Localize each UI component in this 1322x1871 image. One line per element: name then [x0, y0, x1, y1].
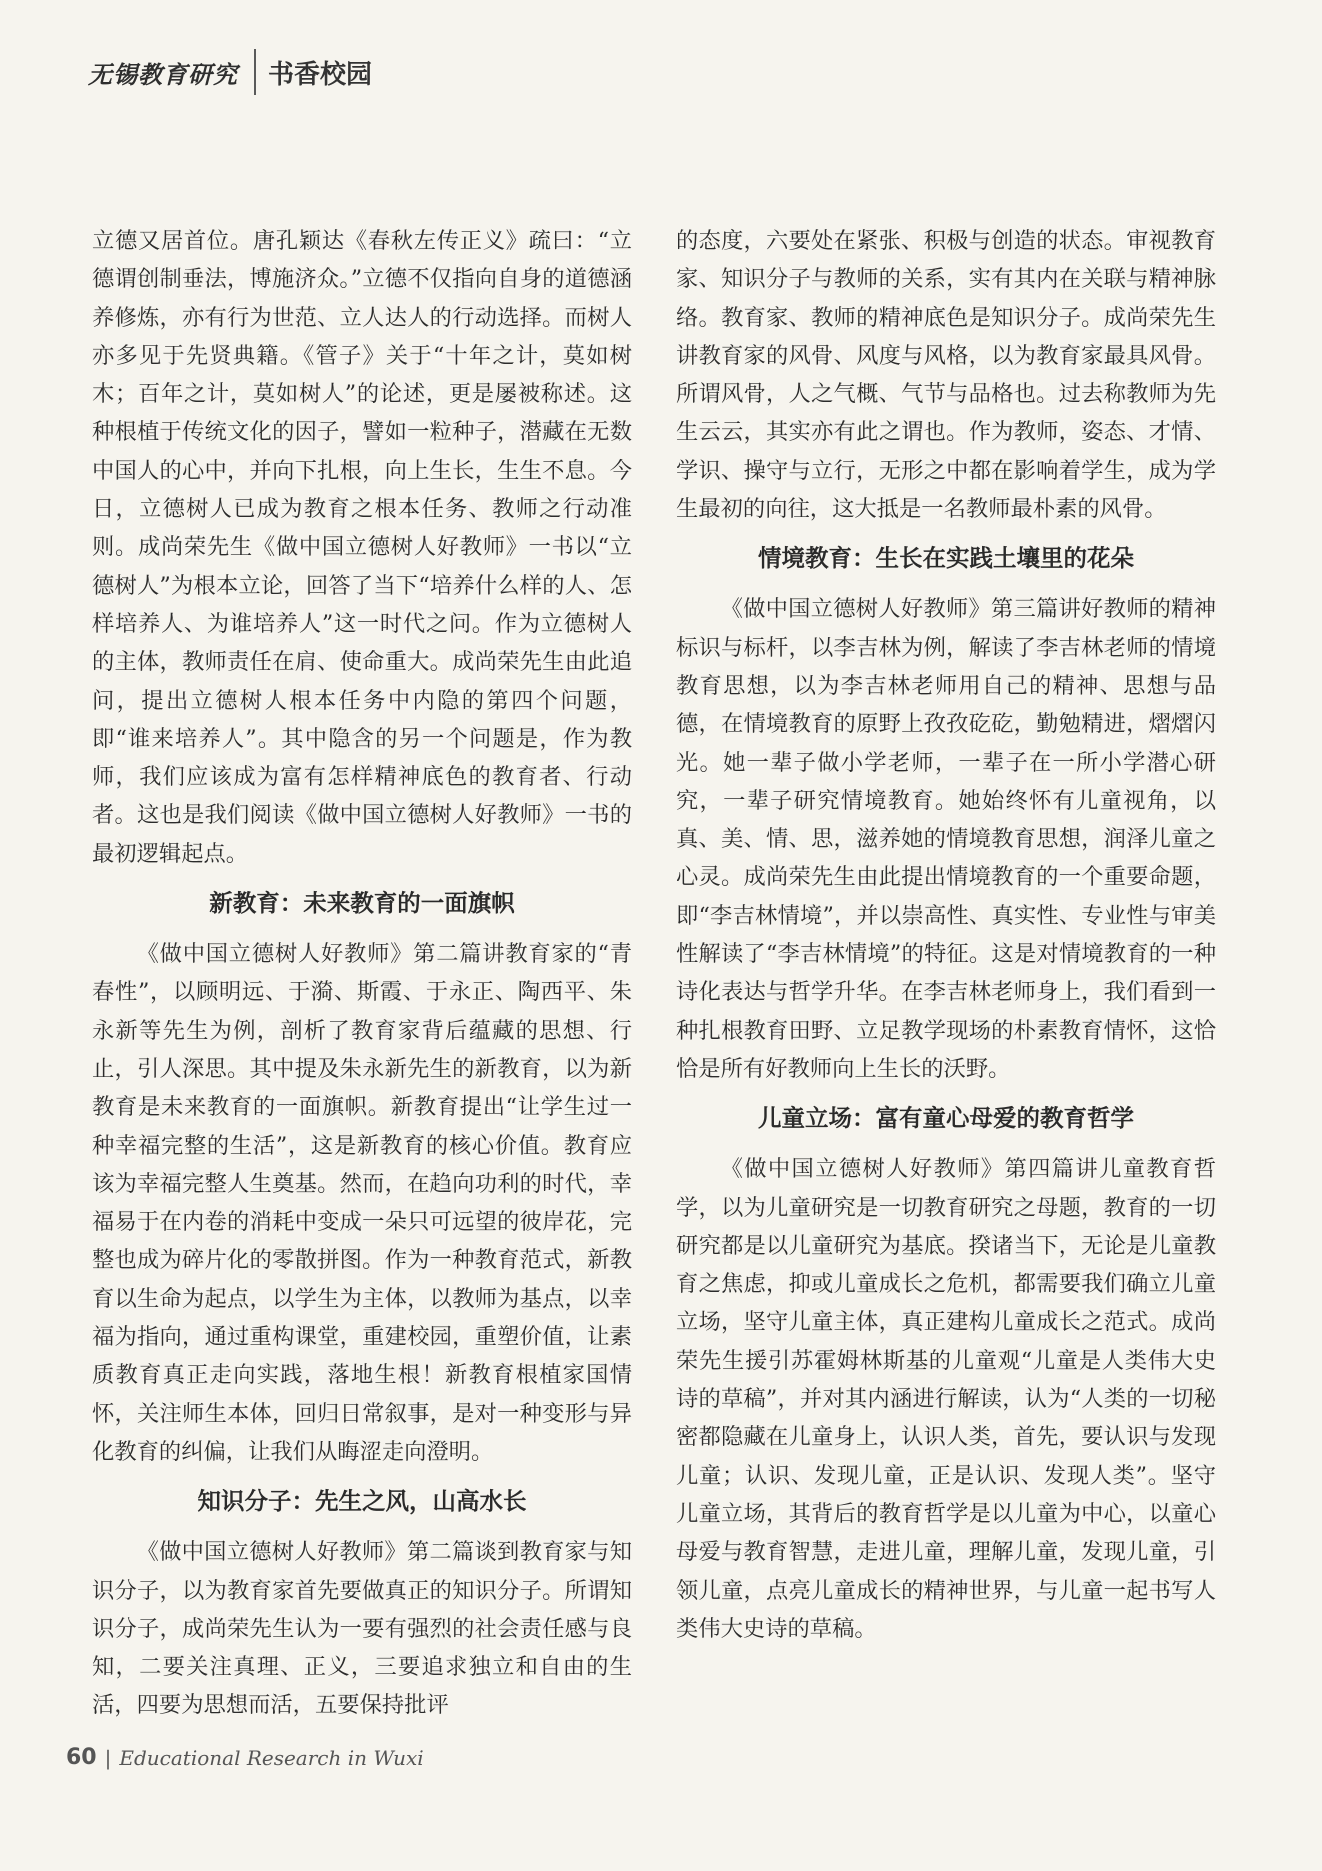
paragraph: 《做中国立德树人好教师》第二篇讲教育家的“青春性”，以顾明远、于漪、斯霞、于永正、陶西平、朱永新等先生为例，剖析了教育家背后蕴藏的思想、行止，引人深思。其中提及朱永新先生的新教育，以为新教育是未来教育的一面旗帜。新教育提出“让学生过一种幸福完整的生活”，这是新教育的核心价值。教育应该为幸福完整人生奠基。然而，在趋向功利的时代，幸福易于在内卷的消耗中变成一朵只可远望的彼岸花，完整也成为碎片化的零散拼图。作为一种教育范式，新教育以生命为起点，以学生为主体，以教师为基点，以幸福为指向，通过重构课堂，重建校园，重塑价值，让素质教育真正走向实践，落地生根！新教育根植家国情怀，关注师生本体，回归日常叙事，是对一种变形与异化教育的纠偏，让我们从晦涩走向澄明。 [92, 941, 632, 1465]
journal-title-english: Educational Research in Wuxi [119, 1745, 424, 1770]
footer-separator: | [104, 1745, 112, 1770]
paragraph: 立德又居首位。唐孔颖达《春秋左传正义》疏曰：“立德谓创制垂法，博施济众。”立德不仅指向自身的道德涵养修炼，亦有行为世范、立人达人的行动选择。而树人亦多见于先贤典籍。《管子》关于“十年之计，莫如树木；百年之计，莫如树人”的论述，更是屡被称述。这种根植于传统文化的因子，譬如一粒种子，潜藏在无数中国人的心中，并向下扎根，向上生长，生生不息。今日，立德树人已成为教育之根本任务、教师之行动准则。成尚荣先生《做中国立德树人好教师》一书以“立德树人”为根本立论，回答了当下“培养什么样的人、怎样培养人、为谁培养人”这一时代之问。作为立德树人的主体，教师责任在肩、使命重大。成尚荣先生由此追问，提出立德树人根本任务中内隐的第四个问题，即“谁来培养人”。其中隐含的另一个问题是，作为教师，我们应该成为富有怎样精神底色的教育者、行动者。这也是我们阅读《做中国立德树人好教师》一书的最初逻辑起点。 [92, 228, 632, 867]
section-heading: 情境教育：生长在实践土壤里的花朵 [758, 544, 1134, 573]
section-name: 书香校园 [268, 59, 373, 90]
page-number: 60 [66, 1745, 97, 1770]
header-divider [254, 49, 256, 95]
journal-name: 无锡教育研究 [88, 59, 238, 89]
right-column [676, 222, 1216, 1648]
paragraph: 《做中国立德树人好教师》第四篇讲儿童教育哲学，以为儿童研究是一切教育研究之母题，教育的一切研究都是以儿童研究为基底。揆诸当下，无论是儿童教育之焦虑，抑或儿童成长之危机，都需要我们确立儿童立场，坚守儿童主体，真正建构儿童成长之范式。成尚荣先生援引苏霍姆林斯基的儿童观“儿童是人类伟大史诗的草稿”，并对其内涵进行解读，认为“人类的一切秘密都隐藏在儿童身上，认识人类，首先，要认识与发现儿童；认识、发现儿童，正是认识、发现人类”。坚守儿童立场，其背后的教育哲学是以儿童为中心，以童心母爱与教育智慧，走进儿童，理解儿童，发现儿童，引领儿童，点亮儿童成长的精神世界，与儿童一起书写人类伟大史诗的草稿。 [676, 1156, 1216, 1642]
page-header [88, 52, 372, 92]
left-column [92, 222, 632, 1725]
paragraph: 的态度，六要处在紧张、积极与创造的状态。审视教育家、知识分子与教师的关系，实有其内在关联与精神脉络。教育家、教师的精神底色是知识分子。成尚荣先生讲教育家的风骨、风度与风格，以为教育家最具风骨。所谓风骨，人之气概、气节与品格也。过去称教师为先生云云，其实亦有此之谓也。作为教师，姿态、才情、学识、操守与立行，无形之中都在影响着学生，成为学生最初的向往，这大抵是一名教师最朴素的风骨。 [676, 228, 1216, 523]
section-heading: 儿童立场：富有童心母爱的教育哲学 [758, 1104, 1134, 1133]
paragraph: 《做中国立德树人好教师》第二篇谈到教育家与知识分子，以为教育家首先要做真正的知识分子。所谓知识分子，成尚荣先生认为一要有强烈的社会责任感与良知，二要关注真理、正义，三要追求独立和自由的生活，四要为思想而活，五要保持批评 [92, 1539, 632, 1719]
paragraph: 《做中国立德树人好教师》第三篇讲好教师的精神标识与标杆，以李吉林为例，解读了李吉林老师的情境教育思想，以为李吉林老师用自己的精神、思想与品德，在情境教育的原野上孜孜矻矻，勤勉精进，熠熠闪光。她一辈子做小学老师，一辈子在一所小学潜心研究，一辈子研究情境教育。她始终怀有儿童视角，以真、美、情、思，滋养她的情境教育思想，润泽儿童之心灵。成尚荣先生由此提出情境教育的一个重要命题，即“李吉林情境”，并以崇高性、真实性、专业性与审美性解读了“李吉林情境”的特征。这是对情境教育的一种诗化表达与哲学升华。在李吉林老师身上，我们看到一种扎根教育田野、立足教学现场的朴素教育情怀，这恰恰是所有好教师向上生长的沃野。 [676, 596, 1216, 1082]
page-footer [66, 1745, 424, 1770]
section-heading: 新教育：未来教育的一面旗帜 [209, 889, 515, 918]
section-heading: 知识分子：先生之风，山高水长 [197, 1487, 527, 1516]
